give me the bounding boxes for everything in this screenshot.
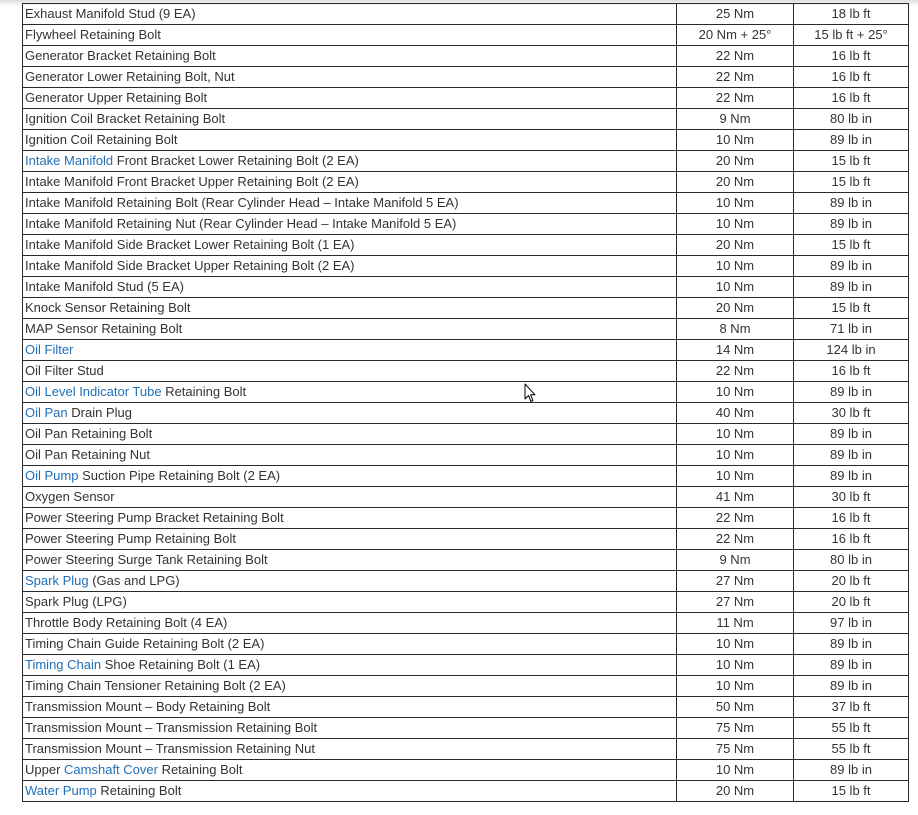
torque-spec-table bbox=[22, 3, 909, 802]
metric-torque-cell: 20 Nm bbox=[677, 151, 794, 172]
table-row bbox=[23, 697, 909, 718]
table-row bbox=[23, 613, 909, 634]
metric-torque-cell: 10 Nm bbox=[677, 424, 794, 445]
table-row bbox=[23, 277, 909, 298]
component-name-text: Power Steering Surge Tank Retaining Bolt bbox=[25, 552, 268, 567]
imperial-torque-cell: 89 lb in bbox=[794, 382, 909, 403]
component-name-text: Suction Pipe Retaining Bolt (2 EA) bbox=[78, 468, 281, 483]
component-name-text: Retaining Bolt bbox=[96, 783, 182, 798]
component-name-text: Front Bracket Lower Retaining Bolt (2 EA) bbox=[113, 153, 359, 168]
imperial-torque-cell: 89 lb in bbox=[794, 655, 909, 676]
imperial-torque-cell: 89 lb in bbox=[794, 760, 909, 781]
metric-torque-cell: 9 Nm bbox=[677, 109, 794, 130]
imperial-torque-cell: 16 lb ft bbox=[794, 508, 909, 529]
metric-torque-cell: 27 Nm bbox=[677, 592, 794, 613]
component-link[interactable]: Camshaft Cover bbox=[64, 762, 158, 777]
table-row bbox=[23, 571, 909, 592]
component-name-text: Shoe Retaining Bolt (1 EA) bbox=[101, 657, 261, 672]
component-name-cell bbox=[23, 781, 677, 802]
component-name-text: Transmission Mount – Transmission Retaining Nut bbox=[25, 741, 315, 756]
metric-torque-cell: 40 Nm bbox=[677, 403, 794, 424]
imperial-torque-cell: 89 lb in bbox=[794, 130, 909, 151]
imperial-torque-cell: 89 lb in bbox=[794, 214, 909, 235]
table-row bbox=[23, 298, 909, 319]
metric-torque-cell: 10 Nm bbox=[677, 130, 794, 151]
component-name-text: Transmission Mount – Body Retaining Bolt bbox=[25, 699, 271, 714]
imperial-torque-cell: 16 lb ft bbox=[794, 361, 909, 382]
component-name-cell bbox=[23, 235, 677, 256]
table-row bbox=[23, 508, 909, 529]
table-row bbox=[23, 340, 909, 361]
metric-torque-cell: 10 Nm bbox=[677, 466, 794, 487]
imperial-torque-cell: 15 lb ft + 25° bbox=[794, 25, 909, 46]
imperial-torque-cell: 89 lb in bbox=[794, 277, 909, 298]
table-row bbox=[23, 781, 909, 802]
metric-torque-cell: 75 Nm bbox=[677, 718, 794, 739]
component-name-cell bbox=[23, 193, 677, 214]
component-name-text: Generator Bracket Retaining Bolt bbox=[25, 48, 216, 63]
table-row bbox=[23, 382, 909, 403]
imperial-torque-cell: 55 lb ft bbox=[794, 739, 909, 760]
component-name-cell bbox=[23, 592, 677, 613]
metric-torque-cell: 11 Nm bbox=[677, 613, 794, 634]
component-name-text: Intake Manifold Side Bracket Upper Retaining Bolt (2 EA) bbox=[25, 258, 355, 273]
component-name-cell bbox=[23, 529, 677, 550]
table-row bbox=[23, 4, 909, 25]
imperial-torque-cell: 97 lb in bbox=[794, 613, 909, 634]
table-row bbox=[23, 319, 909, 340]
component-name-cell bbox=[23, 655, 677, 676]
component-name-cell bbox=[23, 4, 677, 25]
component-name-text: Spark Plug (LPG) bbox=[25, 594, 127, 609]
table-row bbox=[23, 718, 909, 739]
metric-torque-cell: 22 Nm bbox=[677, 529, 794, 550]
metric-torque-cell: 10 Nm bbox=[677, 214, 794, 235]
imperial-torque-cell: 89 lb in bbox=[794, 193, 909, 214]
table-row bbox=[23, 235, 909, 256]
imperial-torque-cell: 89 lb in bbox=[794, 445, 909, 466]
imperial-torque-cell: 124 lb in bbox=[794, 340, 909, 361]
component-name-cell bbox=[23, 403, 677, 424]
component-name-text: Intake Manifold Stud (5 EA) bbox=[25, 279, 184, 294]
table-row bbox=[23, 760, 909, 781]
table-row bbox=[23, 130, 909, 151]
component-name-text: Flywheel Retaining Bolt bbox=[25, 27, 161, 42]
component-name-text: Ignition Coil Retaining Bolt bbox=[25, 132, 178, 147]
component-name-cell bbox=[23, 214, 677, 235]
metric-torque-cell: 25 Nm bbox=[677, 4, 794, 25]
metric-torque-cell: 10 Nm bbox=[677, 634, 794, 655]
metric-torque-cell: 41 Nm bbox=[677, 487, 794, 508]
metric-torque-cell: 10 Nm bbox=[677, 256, 794, 277]
component-name-prefix: Upper bbox=[25, 762, 65, 777]
component-name-cell bbox=[23, 571, 677, 592]
metric-torque-cell: 20 Nm bbox=[677, 298, 794, 319]
component-name-cell bbox=[23, 109, 677, 130]
mouse-pointer-icon bbox=[524, 383, 536, 403]
metric-torque-cell: 50 Nm bbox=[677, 697, 794, 718]
imperial-torque-cell: 80 lb in bbox=[794, 109, 909, 130]
component-name-text: Timing Chain Guide Retaining Bolt (2 EA) bbox=[25, 636, 265, 651]
table-row bbox=[23, 256, 909, 277]
imperial-torque-cell: 37 lb ft bbox=[794, 697, 909, 718]
component-name-cell bbox=[23, 739, 677, 760]
component-name-cell bbox=[23, 550, 677, 571]
table-row bbox=[23, 214, 909, 235]
component-name-cell bbox=[23, 634, 677, 655]
component-name-text: Retaining Bolt bbox=[157, 762, 243, 777]
metric-torque-cell: 22 Nm bbox=[677, 361, 794, 382]
table-row bbox=[23, 25, 909, 46]
imperial-torque-cell: 89 lb in bbox=[794, 676, 909, 697]
imperial-torque-cell: 15 lb ft bbox=[794, 298, 909, 319]
component-name-text: Oil Filter Stud bbox=[25, 363, 104, 378]
component-link[interactable]: Timing Chain bbox=[25, 657, 102, 672]
torque-spec-table-body bbox=[23, 4, 909, 802]
table-row bbox=[23, 550, 909, 571]
imperial-torque-cell: 16 lb ft bbox=[794, 67, 909, 88]
component-name-cell bbox=[23, 361, 677, 382]
metric-torque-cell: 22 Nm bbox=[677, 67, 794, 88]
metric-torque-cell: 10 Nm bbox=[677, 382, 794, 403]
imperial-torque-cell: 89 lb in bbox=[794, 634, 909, 655]
imperial-torque-cell: 30 lb ft bbox=[794, 487, 909, 508]
component-name-cell bbox=[23, 697, 677, 718]
metric-torque-cell: 22 Nm bbox=[677, 508, 794, 529]
component-name-text: Intake Manifold Retaining Bolt (Rear Cylinder Head – Intake Manifold 5 EA) bbox=[25, 195, 459, 210]
imperial-torque-cell: 20 lb ft bbox=[794, 592, 909, 613]
imperial-torque-cell: 16 lb ft bbox=[794, 46, 909, 67]
table-row bbox=[23, 655, 909, 676]
component-name-text: (Gas and LPG) bbox=[88, 573, 180, 588]
component-name-text: Transmission Mount – Transmission Retaining Bolt bbox=[25, 720, 318, 735]
component-link[interactable]: Oil Pump bbox=[25, 468, 79, 483]
component-name-text: MAP Sensor Retaining Bolt bbox=[25, 321, 183, 336]
table-row bbox=[23, 109, 909, 130]
metric-torque-cell: 20 Nm bbox=[677, 172, 794, 193]
table-row bbox=[23, 67, 909, 88]
metric-torque-cell: 75 Nm bbox=[677, 739, 794, 760]
component-name-cell bbox=[23, 46, 677, 67]
imperial-torque-cell: 71 lb in bbox=[794, 319, 909, 340]
component-name-cell bbox=[23, 130, 677, 151]
component-name-cell bbox=[23, 25, 677, 46]
imperial-torque-cell: 89 lb in bbox=[794, 424, 909, 445]
component-name-text: Ignition Coil Bracket Retaining Bolt bbox=[25, 111, 226, 126]
metric-torque-cell: 10 Nm bbox=[677, 655, 794, 676]
component-name-cell bbox=[23, 718, 677, 739]
metric-torque-cell: 10 Nm bbox=[677, 193, 794, 214]
component-name-cell bbox=[23, 319, 677, 340]
metric-torque-cell: 20 Nm + 25° bbox=[677, 25, 794, 46]
metric-torque-cell: 22 Nm bbox=[677, 88, 794, 109]
component-link[interactable]: Oil Filter bbox=[25, 342, 74, 357]
component-name-text: Oil Pan Retaining Nut bbox=[25, 447, 151, 462]
component-name-cell bbox=[23, 613, 677, 634]
imperial-torque-cell: 18 lb ft bbox=[794, 4, 909, 25]
component-name-text: Power Steering Pump Retaining Bolt bbox=[25, 531, 237, 546]
component-name-text: Intake Manifold Side Bracket Lower Retaining Bolt (1 EA) bbox=[25, 237, 355, 252]
metric-torque-cell: 27 Nm bbox=[677, 571, 794, 592]
table-row bbox=[23, 487, 909, 508]
metric-torque-cell: 10 Nm bbox=[677, 760, 794, 781]
component-name-cell bbox=[23, 424, 677, 445]
metric-torque-cell: 10 Nm bbox=[677, 277, 794, 298]
component-name-text: Retaining Bolt bbox=[161, 384, 247, 399]
table-row bbox=[23, 529, 909, 550]
component-name-cell bbox=[23, 340, 677, 361]
imperial-torque-cell: 80 lb in bbox=[794, 550, 909, 571]
component-link[interactable]: Oil Level Indicator Tube bbox=[25, 384, 162, 399]
imperial-torque-cell: 55 lb ft bbox=[794, 718, 909, 739]
component-name-cell bbox=[23, 67, 677, 88]
component-name-cell bbox=[23, 466, 677, 487]
metric-torque-cell: 14 Nm bbox=[677, 340, 794, 361]
table-row bbox=[23, 46, 909, 67]
component-name-cell bbox=[23, 487, 677, 508]
component-name-cell bbox=[23, 445, 677, 466]
imperial-torque-cell: 89 lb in bbox=[794, 466, 909, 487]
table-row bbox=[23, 739, 909, 760]
imperial-torque-cell: 15 lb ft bbox=[794, 235, 909, 256]
imperial-torque-cell: 16 lb ft bbox=[794, 88, 909, 109]
imperial-torque-cell: 15 lb ft bbox=[794, 172, 909, 193]
component-name-cell bbox=[23, 277, 677, 298]
component-name-cell bbox=[23, 256, 677, 277]
component-name-cell bbox=[23, 151, 677, 172]
table-row bbox=[23, 634, 909, 655]
table-row bbox=[23, 172, 909, 193]
imperial-torque-cell: 30 lb ft bbox=[794, 403, 909, 424]
component-name-text: Drain Plug bbox=[67, 405, 132, 420]
component-name-cell bbox=[23, 298, 677, 319]
component-name-text: Power Steering Pump Bracket Retaining Bolt bbox=[25, 510, 284, 525]
component-name-cell bbox=[23, 508, 677, 529]
component-link[interactable]: Oil Pan bbox=[25, 405, 68, 420]
metric-torque-cell: 8 Nm bbox=[677, 319, 794, 340]
component-name-text: Throttle Body Retaining Bolt (4 EA) bbox=[25, 615, 228, 630]
component-name-text: Exhaust Manifold Stud (9 EA) bbox=[25, 6, 196, 21]
component-link[interactable]: Spark Plug bbox=[25, 573, 89, 588]
table-row bbox=[23, 403, 909, 424]
imperial-torque-cell: 89 lb in bbox=[794, 256, 909, 277]
metric-torque-cell: 22 Nm bbox=[677, 46, 794, 67]
imperial-torque-cell: 15 lb ft bbox=[794, 781, 909, 802]
metric-torque-cell: 20 Nm bbox=[677, 235, 794, 256]
component-name-cell bbox=[23, 88, 677, 109]
metric-torque-cell: 10 Nm bbox=[677, 445, 794, 466]
component-name-text: Timing Chain Tensioner Retaining Bolt (2 EA) bbox=[25, 678, 286, 693]
table-row bbox=[23, 88, 909, 109]
table-row bbox=[23, 676, 909, 697]
metric-torque-cell: 20 Nm bbox=[677, 781, 794, 802]
component-name-text: Knock Sensor Retaining Bolt bbox=[25, 300, 191, 315]
component-name-text: Oil Pan Retaining Bolt bbox=[25, 426, 153, 441]
component-name-cell bbox=[23, 760, 677, 781]
component-name-text: Generator Upper Retaining Bolt bbox=[25, 90, 208, 105]
table-row bbox=[23, 466, 909, 487]
imperial-torque-cell: 15 lb ft bbox=[794, 151, 909, 172]
component-name-text: Intake Manifold Front Bracket Upper Retaining Bolt (2 EA) bbox=[25, 174, 359, 189]
component-name-text: Oxygen Sensor bbox=[25, 489, 115, 504]
table-row bbox=[23, 193, 909, 214]
component-name-cell bbox=[23, 382, 677, 403]
component-link[interactable]: Intake Manifold bbox=[25, 153, 114, 168]
component-name-cell bbox=[23, 172, 677, 193]
metric-torque-cell: 9 Nm bbox=[677, 550, 794, 571]
component-name-text: Generator Lower Retaining Bolt, Nut bbox=[25, 69, 235, 84]
table-row bbox=[23, 592, 909, 613]
component-name-text: Intake Manifold Retaining Nut (Rear Cylinder Head – Intake Manifold 5 EA) bbox=[25, 216, 457, 231]
table-row bbox=[23, 445, 909, 466]
metric-torque-cell: 10 Nm bbox=[677, 676, 794, 697]
component-name-cell bbox=[23, 676, 677, 697]
imperial-torque-cell: 16 lb ft bbox=[794, 529, 909, 550]
table-row bbox=[23, 424, 909, 445]
component-link[interactable]: Water Pump bbox=[25, 783, 97, 798]
imperial-torque-cell: 20 lb ft bbox=[794, 571, 909, 592]
table-row bbox=[23, 361, 909, 382]
table-row bbox=[23, 151, 909, 172]
